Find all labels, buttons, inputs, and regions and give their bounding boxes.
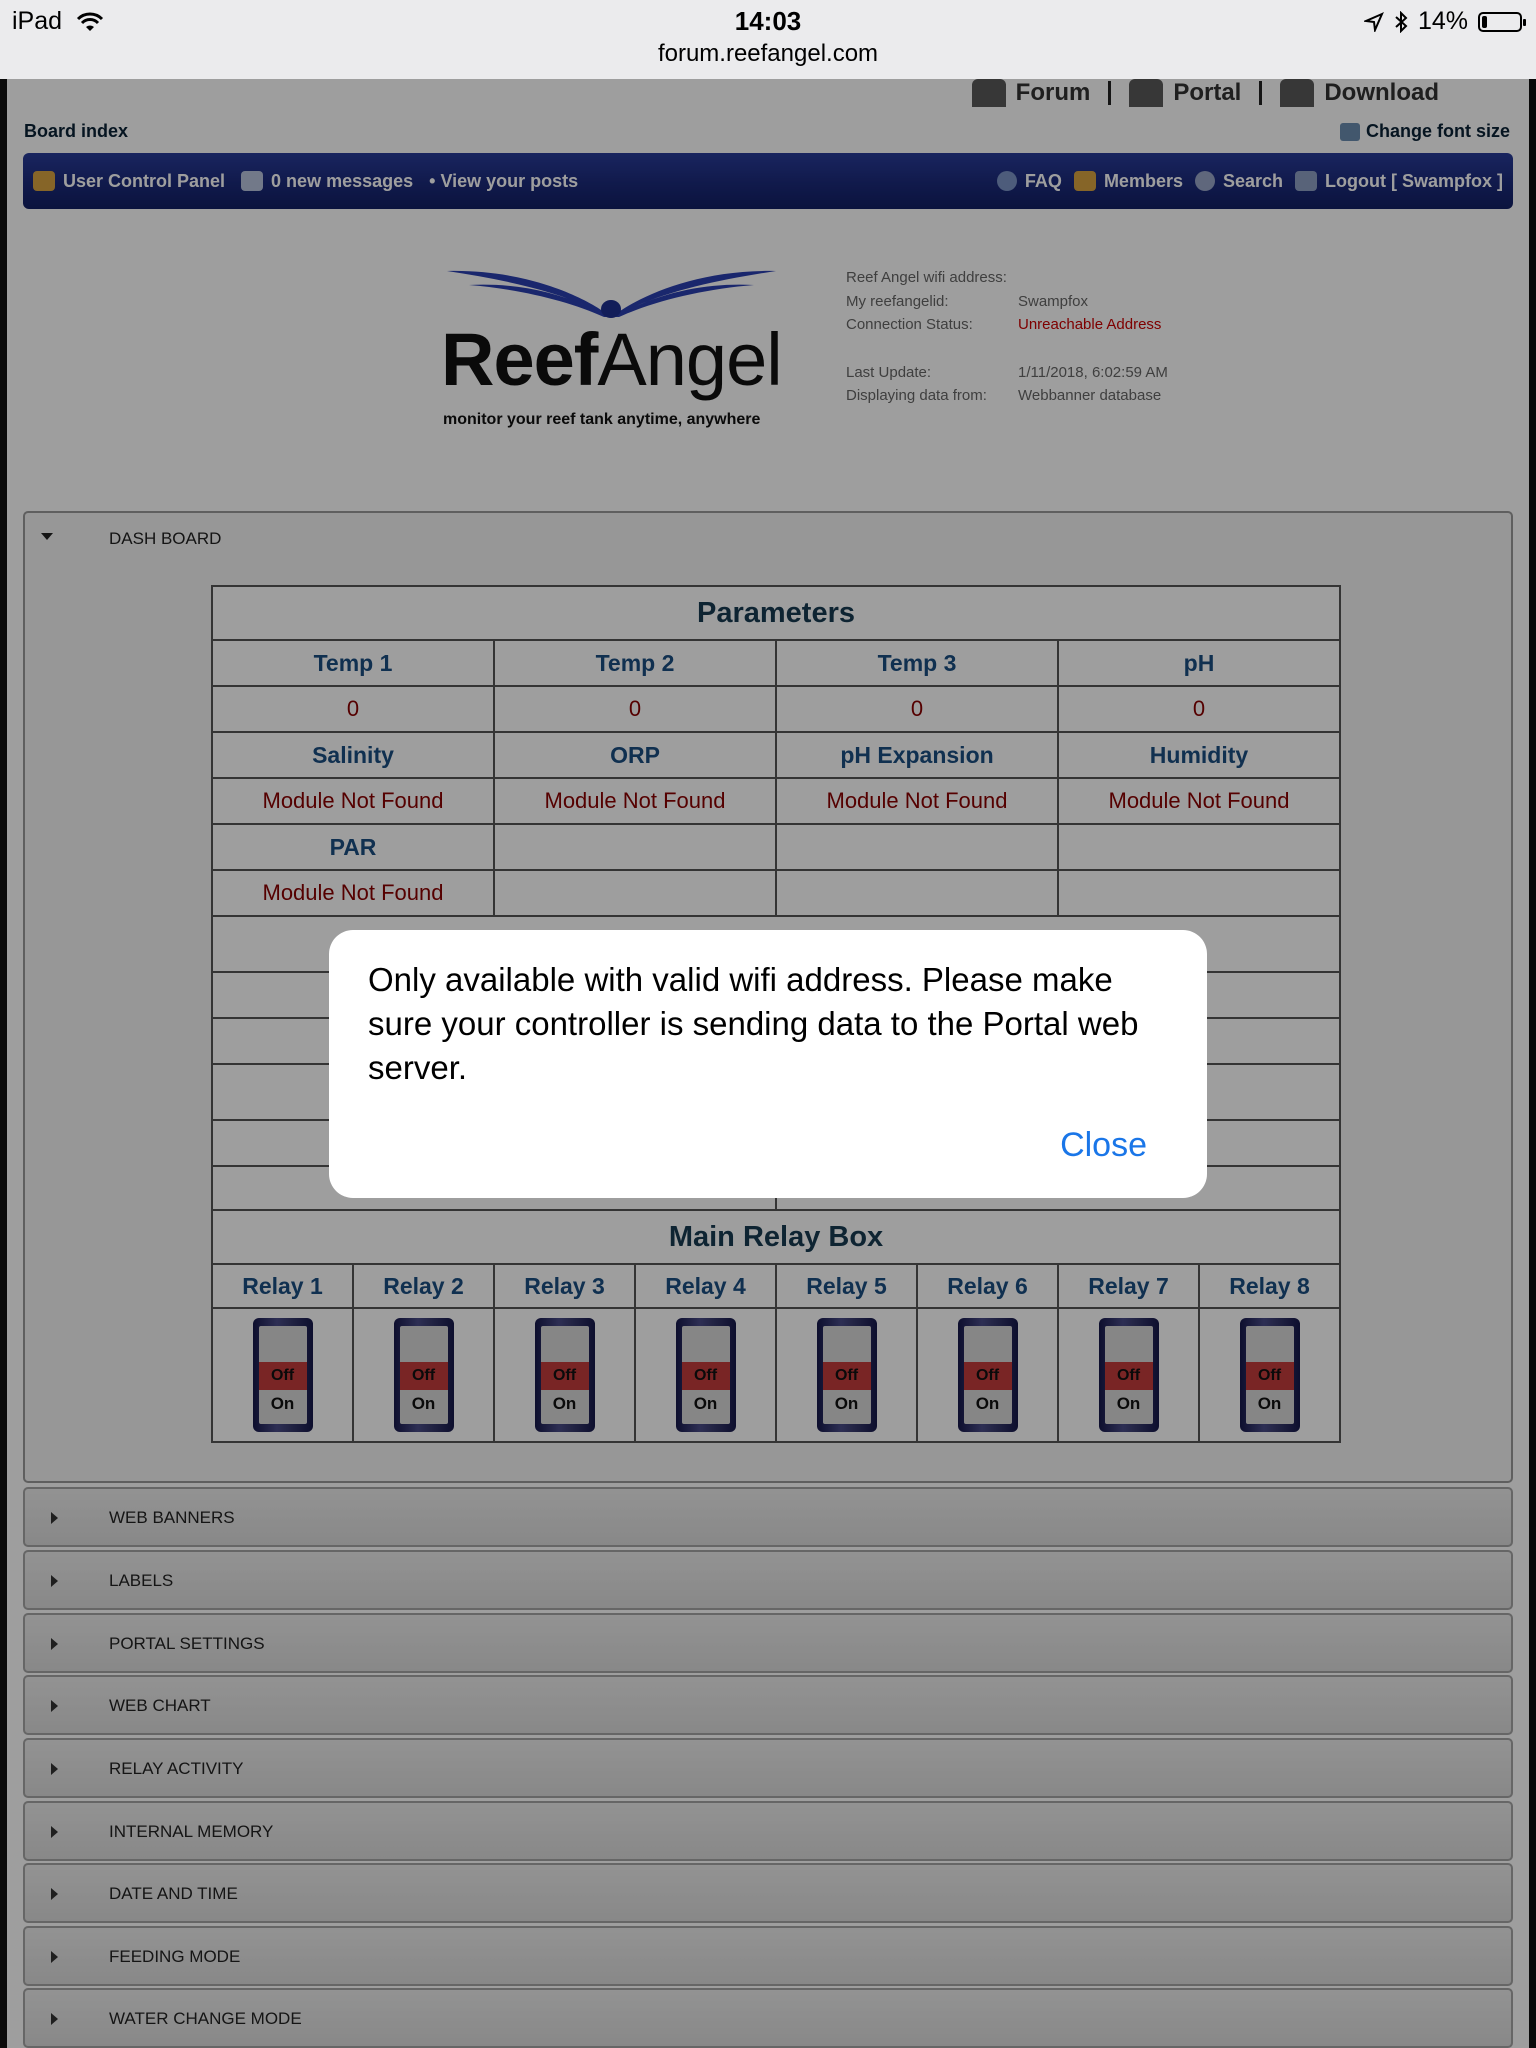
logo-tagline: monitor your reef tank anytime, anywhere bbox=[443, 411, 761, 428]
relay-label: Relay 3 bbox=[494, 1264, 635, 1308]
data-source-value: Webbanner database bbox=[1018, 387, 1162, 404]
section-water-change-mode[interactable]: WATER CHANGE MODE bbox=[23, 1988, 1513, 2048]
change-font-size-link[interactable]: Change font size bbox=[1340, 121, 1510, 142]
param-value: Module Not Found bbox=[212, 778, 494, 824]
address-bar[interactable]: forum.reefangel.com bbox=[657, 40, 879, 67]
relay-1-switch[interactable]: Off On bbox=[253, 1318, 313, 1432]
relay-label: Relay 5 bbox=[776, 1264, 917, 1308]
param-value: Module Not Found bbox=[776, 778, 1058, 824]
device-label: iPad bbox=[12, 7, 63, 35]
param-value: Module Not Found bbox=[1058, 778, 1340, 824]
relay-4-switch[interactable]: Off On bbox=[676, 1318, 736, 1432]
param-head: Temp 2 bbox=[494, 640, 776, 686]
section-portal-settings[interactable]: PORTAL SETTINGS bbox=[23, 1613, 1513, 1673]
param-value: Module Not Found bbox=[212, 870, 494, 916]
reefangelid-value: Swampfox bbox=[1018, 292, 1089, 310]
param-head: Temp 1 bbox=[212, 640, 494, 686]
relay-7-switch[interactable]: Off On bbox=[1099, 1318, 1159, 1432]
parameters-title: Parameters bbox=[212, 586, 1340, 640]
param-head: ORP bbox=[494, 732, 776, 778]
battery-percent: 14% bbox=[1417, 7, 1468, 35]
bluetooth-icon bbox=[1394, 11, 1408, 33]
relay-2-switch[interactable]: Off On bbox=[394, 1318, 454, 1432]
param-value: Module Not Found bbox=[494, 778, 776, 824]
board-index-link[interactable]: Board index bbox=[24, 121, 129, 141]
close-button[interactable]: Close bbox=[1060, 1126, 1147, 1164]
last-update-value: 1/11/2018, 6:02:59 AM bbox=[1018, 363, 1168, 381]
relay-8-switch[interactable]: Off On bbox=[1240, 1318, 1300, 1432]
relay-5-switch[interactable]: Off On bbox=[817, 1318, 877, 1432]
relay-box-title: Main Relay Box bbox=[212, 1210, 1340, 1264]
clock: 14:03 bbox=[734, 6, 802, 36]
param-head: pH Expansion bbox=[776, 732, 1058, 778]
dashboard-header[interactable]: DASH BOARD bbox=[25, 513, 1511, 565]
section-web-banners[interactable]: WEB BANNERS bbox=[23, 1487, 1513, 1547]
param-value: 0 bbox=[212, 686, 494, 732]
param-head: Humidity bbox=[1058, 732, 1340, 778]
top-nav-portal[interactable]: Portal bbox=[1129, 79, 1241, 107]
alert-message: Only available with valid wifi address. Please make sure your controller is sending data to the Portal web server. bbox=[368, 961, 1139, 1086]
relay-label: Relay 4 bbox=[635, 1264, 776, 1308]
section-internal-memory[interactable]: INTERNAL MEMORY bbox=[23, 1801, 1513, 1861]
connection-status-value: Unreachable Address bbox=[1018, 316, 1162, 333]
section-relay-activity[interactable]: RELAY ACTIVITY bbox=[23, 1738, 1513, 1798]
param-value: 0 bbox=[1058, 686, 1340, 732]
section-date-and-time[interactable]: DATE AND TIME bbox=[23, 1863, 1513, 1923]
status-bar bbox=[0, 0, 1536, 79]
param-head: PAR bbox=[212, 824, 494, 870]
reefangel-logo: ReefAngel monitor your reef tank anytime, anywhere bbox=[439, 259, 784, 429]
members-link[interactable]: Members bbox=[1074, 171, 1183, 192]
relay-3-switch[interactable]: Off On bbox=[535, 1318, 595, 1432]
section-feeding-mode[interactable]: FEEDING MODE bbox=[23, 1926, 1513, 1986]
section-labels[interactable]: LABELS bbox=[23, 1550, 1513, 1610]
alert-dialog bbox=[329, 930, 1207, 1198]
controller-info: Reef Angel wifi address: My reefangelid: Swampfox Connection Status: Unreachable Address Last Update: 1/11/2018, 6:02:59 AM Displaying data from: Webbanner database bbox=[846, 269, 1168, 411]
relay-label: Relay 8 bbox=[1199, 1264, 1340, 1308]
faq-link[interactable]: FAQ bbox=[997, 171, 1062, 192]
relay-label: Relay 2 bbox=[353, 1264, 494, 1308]
relay-label: Relay 7 bbox=[1058, 1264, 1199, 1308]
param-head: Temp 3 bbox=[776, 640, 1058, 686]
relay-label: Relay 6 bbox=[917, 1264, 1058, 1308]
user-control-panel-link[interactable]: User Control Panel bbox=[33, 171, 225, 192]
messages-link[interactable]: 0 new messages bbox=[241, 171, 413, 192]
logout-link[interactable]: Logout [ Swampfox ] bbox=[1295, 171, 1503, 192]
section-web-chart[interactable]: WEB CHART bbox=[23, 1675, 1513, 1735]
search-link[interactable]: Search bbox=[1195, 171, 1283, 192]
relay-label: Relay 1 bbox=[212, 1264, 353, 1308]
param-head: pH bbox=[1058, 640, 1340, 686]
battery-icon bbox=[1478, 12, 1522, 32]
relay-6-switch[interactable]: Off On bbox=[958, 1318, 1018, 1432]
param-head: Salinity bbox=[212, 732, 494, 778]
view-posts-link[interactable]: • View your posts bbox=[429, 170, 579, 191]
param-value: 0 bbox=[776, 686, 1058, 732]
param-value: 0 bbox=[494, 686, 776, 732]
top-nav-download[interactable]: Download bbox=[1280, 79, 1439, 107]
location-arrow-icon bbox=[1364, 12, 1384, 32]
top-nav-forum[interactable]: Forum bbox=[972, 79, 1091, 107]
